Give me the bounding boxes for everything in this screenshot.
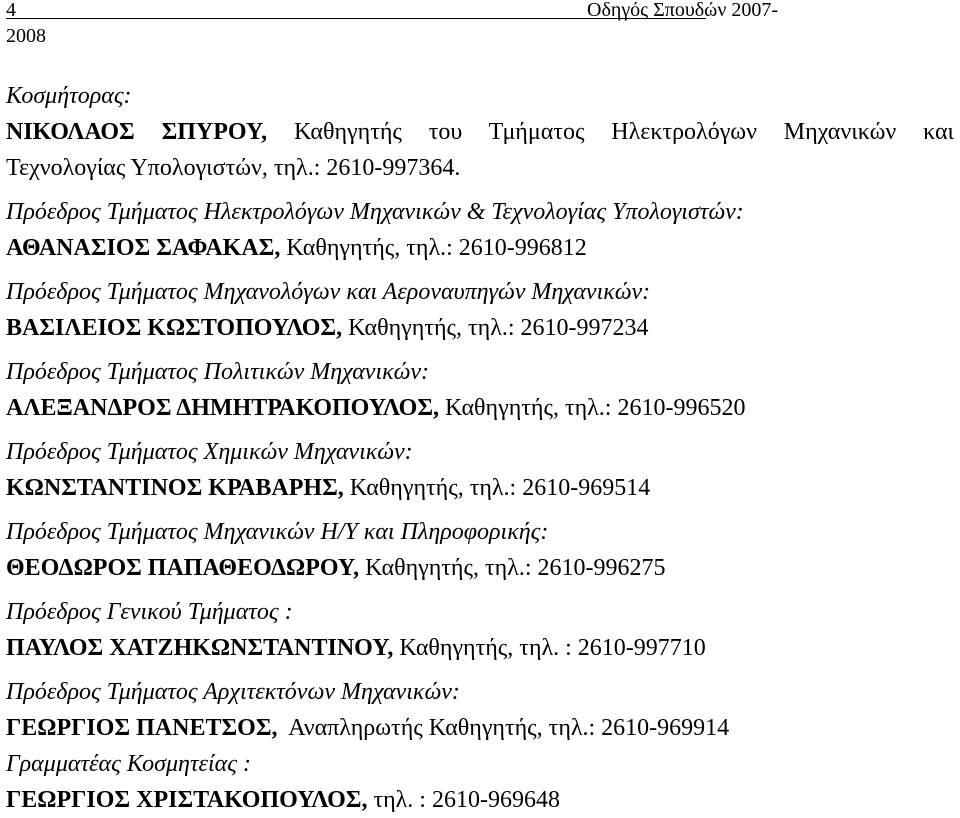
entry-line bbox=[6, 470, 956, 506]
entry-role: Γραμματέας Κοσμητείας : bbox=[6, 751, 251, 777]
entry-line bbox=[6, 710, 956, 746]
entry-name: ΠΑΥΛΟΣ ΧΑΤΖΗΚΩΝΣΤΑΝΤΙΝΟΥ, bbox=[6, 635, 394, 661]
entry-line bbox=[6, 310, 956, 346]
officials-list bbox=[6, 78, 956, 818]
entry-role: Πρόεδρος Τμήματος Ηλεκτρολόγων Μηχανικών & Τεχνολογίας Υπολογιστών: bbox=[6, 199, 744, 225]
entry-line bbox=[6, 630, 956, 666]
page-header bbox=[6, 0, 779, 50]
entry-name: ΓΕΩΡΓΙΟΣ ΧΡΙΣΤΑΚΟΠΟΥΛΟΣ, bbox=[6, 787, 368, 813]
entry-dean bbox=[6, 78, 956, 186]
entry-name: ΒΑΣΙΛΕΙΟΣ ΚΩΣΤΟΠΟΥΛΟΣ, bbox=[6, 315, 343, 341]
entry-role: Πρόεδρος Τμήματος Πολιτικών Μηχανικών: bbox=[6, 359, 430, 385]
entry-line bbox=[6, 782, 956, 818]
entry-line bbox=[6, 550, 956, 586]
entry-role: Πρόεδρος Τμήματος Μηχανολόγων και Αεροναυπηγών Μηχανικών: bbox=[6, 279, 651, 305]
entry-name: ΑΘΑΝΑΣΙΟΣ ΣΑΦΑΚΑΣ, bbox=[6, 235, 281, 261]
entry-details-cont: Τεχνολογίας Υπολογιστών, τηλ.: 2610-997364. bbox=[6, 155, 461, 181]
entry-line bbox=[6, 230, 956, 266]
entry-role: Κοσμήτορας: bbox=[6, 83, 132, 109]
entry-name: ΘΕΟΔΩΡΟΣ ΠΑΠΑΘΕΟΔΩΡΟΥ, bbox=[6, 555, 360, 581]
entry-civil-chair bbox=[6, 354, 956, 426]
entry-details: Αναπληρωτής Καθηγητής, τηλ.: 2610-969914 bbox=[277, 715, 730, 741]
guide-title: Οδηγός Σπουδών 2007- bbox=[587, 0, 779, 21]
entry-name: ΝΙΚΟΛΑΟΣ ΣΠΥΡΟΥ, bbox=[6, 119, 268, 145]
entry-details: Καθηγητής, τηλ.: 2610-996812 bbox=[280, 235, 587, 261]
entry-line bbox=[6, 114, 954, 150]
entry-chem-chair bbox=[6, 434, 956, 506]
entry-details: Καθηγητής, τηλ.: 2610-997234 bbox=[342, 315, 649, 341]
entry-line bbox=[6, 390, 956, 426]
header-rule bbox=[6, 18, 706, 19]
entry-ece-chair bbox=[6, 194, 956, 266]
entry-name: ΑΛΕΞΑΝΔΡΟΣ ΔΗΜΗΤΡΑΚΟΠΟΥΛΟΣ, bbox=[6, 395, 440, 421]
entry-role: Πρόεδρος Τμήματος Μηχανικών Η/Υ και Πληροφορικής: bbox=[6, 519, 549, 545]
entry-secretary bbox=[6, 746, 956, 818]
entry-details: Καθηγητής, τηλ. : 2610-997710 bbox=[393, 635, 706, 661]
entry-name: ΓΕΩΡΓΙΟΣ ΠΑΝΕΤΣΟΣ, bbox=[6, 715, 278, 741]
entry-arch-chair bbox=[6, 674, 956, 746]
entry-details: Καθηγητής, τηλ.: 2610-969514 bbox=[343, 475, 651, 501]
entry-role: Πρόεδρος Τμήματος Χημικών Μηχανικών: bbox=[6, 439, 413, 465]
entry-details: Καθηγητής, τηλ.: 2610-996520 bbox=[439, 395, 746, 421]
entry-general-chair bbox=[6, 594, 956, 666]
entry-role: Πρόεδρος Γενικού Τμήματος : bbox=[6, 599, 293, 625]
entry-mech-chair bbox=[6, 274, 956, 346]
entry-details: Καθηγητής του Τμήματος Ηλεκτρολόγων Μηχανικών και bbox=[267, 119, 954, 145]
entry-name: ΚΩΝΣΤΑΝΤΙΝΟΣ ΚΡΑΒΑΡΗΣ, bbox=[6, 475, 344, 501]
page-number: 4 bbox=[6, 0, 16, 21]
entry-role: Πρόεδρος Τμήματος Αρχιτεκτόνων Μηχανικών: bbox=[6, 679, 460, 705]
entry-details: τηλ. : 2610-969648 bbox=[367, 787, 560, 813]
entry-ceid-chair bbox=[6, 514, 956, 586]
guide-year-end: 2008 bbox=[6, 25, 46, 47]
entry-details: Καθηγητής, τηλ.: 2610-996275 bbox=[359, 555, 666, 581]
